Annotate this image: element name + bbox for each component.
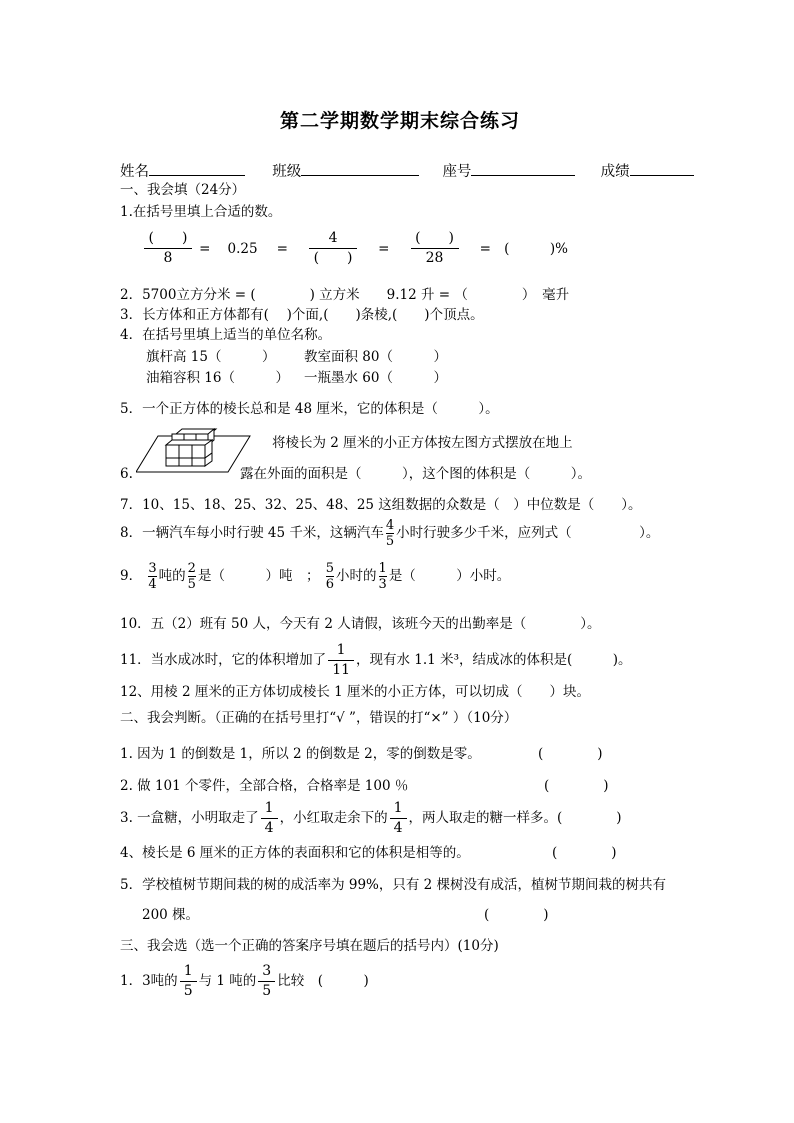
q2-5-answer[interactable]: ( ) bbox=[484, 907, 549, 923]
q2-4-text: 4、棱长是 6 厘米的正方体的表面积和它的体积是相等的。 bbox=[120, 845, 470, 861]
q1-11-fraction: $\frac{1}{11}$ bbox=[328, 641, 354, 680]
q2-3-row: 3. 一盒糖，小明取走了 $\frac{1}{4}$ ，小红取走余下的 $\frac{1}{4}$ ，两人取走的糖一样多。( ) bbox=[120, 800, 622, 836]
section-3-heading: 三、我会选（选一个正确的答案序号填在题后的括号内）(10分) bbox=[120, 938, 499, 954]
q2-3-fraction-2: $\frac{1}{4}$ bbox=[390, 799, 407, 838]
q1-1-fraction-row: $\frac{( )}{8}$ = 0.25 = $\frac{4}{( )}$ = $\frac{( )}{28}$ = ( )% bbox=[142, 229, 568, 268]
q2-1-text: 1. 因为 1 的倒数是 1，所以 2 的倒数是 2，零的倒数是零。 bbox=[120, 746, 481, 762]
q1-4-text: 4．在括号里填上适当的单位名称。 bbox=[120, 327, 332, 343]
q2-2-answer[interactable]: ( ) bbox=[544, 778, 609, 794]
q1-7-text: 7．10、15、18、25、32、25、48、25 这组数据的众数是（ ）中位数是（ ）。 bbox=[120, 497, 642, 513]
q1-9-fraction-1: $\frac{3}{4}$ bbox=[148, 561, 157, 592]
name-field[interactable] bbox=[149, 161, 245, 176]
stacked-cubes-figure bbox=[136, 428, 252, 474]
q1-6-line2: 露在外面的面积是（ ），这个图的体积是（ ）。 bbox=[240, 466, 591, 482]
student-info-row bbox=[120, 160, 694, 181]
q1-1-fraction-3: $\frac{( )}{28}$ bbox=[411, 229, 459, 268]
q2-4-answer[interactable]: ( ) bbox=[552, 845, 617, 861]
q2-1-answer[interactable]: ( ) bbox=[538, 746, 603, 762]
q1-4c-text: 油箱容积 16（ ） bbox=[146, 370, 289, 386]
page-title: 第二学期数学期末综合练习 bbox=[280, 110, 521, 132]
section-2-heading: 二、我会判断。（正确的在括号里打“√ ”，错误的打“×” ）（10分） bbox=[120, 710, 518, 726]
q1-8-fraction: $\frac{4}{5}$ bbox=[385, 518, 395, 549]
q1-1-fraction-2: $\frac{4}{( )}$ bbox=[309, 229, 357, 268]
q1-3-text: 3．长方体和正方体都有( )个面,( )条棱,( )个顶点。 bbox=[120, 307, 484, 323]
class-field[interactable] bbox=[301, 161, 419, 176]
q1-6-line1: 将棱长为 2 厘米的小正方体按左图方式摆放在地上 bbox=[272, 435, 573, 451]
q3-1-row: 1．3吨的 $\frac{1}{5}$ 与 1 吨的 $\frac{3}{5}$ 比较 ( ) bbox=[120, 963, 369, 999]
q1-6-number: 6. bbox=[120, 466, 133, 482]
seat-label: 座号 bbox=[442, 164, 472, 180]
q1-1-fraction-1: $\frac{( )}{8}$ bbox=[144, 229, 192, 268]
q1-11-row: 11．当水成冰时，它的体积增加了 $\frac{1}{11}$ ，现有水 1.1 米³，结成冰的体积是( )。 bbox=[120, 642, 632, 678]
q3-1-fraction-1: $\frac{1}{5}$ bbox=[180, 962, 197, 1001]
q1-1-text: 1.在括号里填上合适的数。 bbox=[120, 204, 282, 220]
q2-5-text-cont: 200 棵。 bbox=[142, 907, 200, 923]
name-label: 姓名 bbox=[120, 164, 149, 180]
q1-9-fraction-3: $\frac{5}{6}$ bbox=[325, 561, 335, 592]
q2-3-fraction-1: $\frac{1}{4}$ bbox=[261, 799, 278, 838]
section-1-heading: 一、我会填（24分） bbox=[120, 182, 246, 198]
q1-4b-text: 教室面积 80（ ） bbox=[304, 349, 447, 365]
q1-9-fraction-2: $\frac{2}{5}$ bbox=[187, 561, 196, 592]
q3-1-fraction-2: $\frac{3}{5}$ bbox=[258, 962, 275, 1001]
q1-4a-text: 旗杆高 15（ ） bbox=[146, 349, 276, 365]
q1-4d-text: 一瓶墨水 60（ ） bbox=[304, 370, 447, 386]
q2-5-text: 5．学校植树节期间栽的树的成活率为 99%，只有 2 棵树没有成活，植树节期间栽的树共有 bbox=[120, 877, 667, 893]
q1-9-fraction-4: $\frac{1}{3}$ bbox=[378, 561, 387, 592]
q1-9-row: 9． $\frac{3}{4}$ 吨的 $\frac{2}{5}$ 是（ ）吨 ； $\frac{5}{6}$ 小时的 $\frac{1}{3}$ 是（ ）小时。 bbox=[120, 561, 511, 592]
q2-2-text: 2. 做 101 个零件，全部合格，合格率是 100 ％ bbox=[120, 778, 409, 794]
seat-field[interactable] bbox=[471, 161, 575, 176]
q1-12-text: 12、用棱 2 厘米的正方体切成棱长 1 厘米的小正方体，可以切成（ ）块。 bbox=[120, 684, 591, 700]
class-label: 班级 bbox=[272, 164, 302, 180]
q1-2-text: 2．5700立方分米 = ( ) 立方米 9.12 升 = （ ） 毫升 bbox=[120, 287, 570, 303]
score-field[interactable] bbox=[630, 161, 694, 176]
q1-5-text: 5．一个正方体的棱长总和是 48 厘米，它的体积是（ ）。 bbox=[120, 401, 499, 417]
q1-8-row: 8．一辆汽车每小时行驶 45 千米，这辆汽车 $\frac{4}{5}$ 小时行驶多少千米，应列式（ ）。 bbox=[120, 518, 660, 549]
q1-10-text: 10．五（2）班有 50 人，今天有 2 人请假，该班今天的出勤率是（ ）。 bbox=[120, 616, 601, 632]
score-label: 成绩 bbox=[600, 164, 630, 180]
